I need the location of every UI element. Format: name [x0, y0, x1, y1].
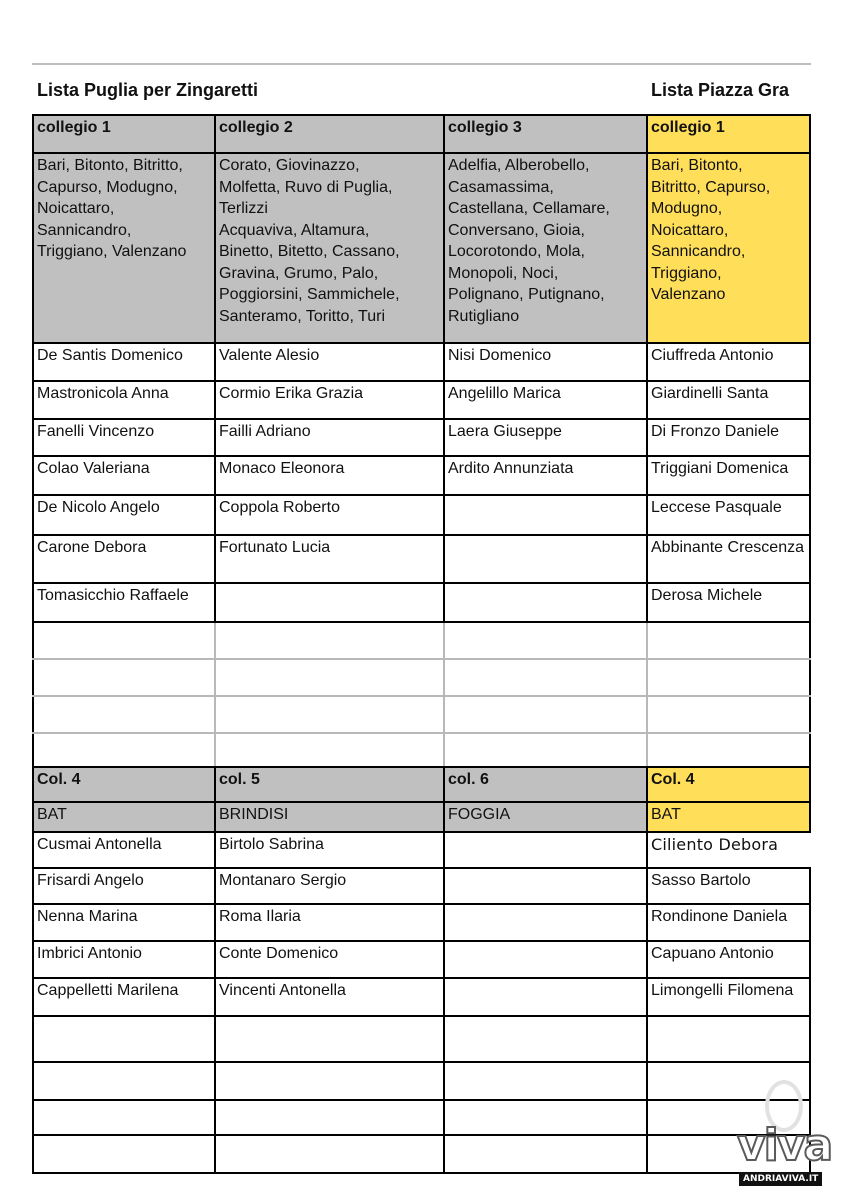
areas-collegio-2 — [215, 153, 444, 343]
area-line: Noicattaro, — [37, 200, 115, 217]
empty-cell — [33, 1135, 215, 1173]
empty-row — [33, 1100, 810, 1135]
areas-collegio-1-right — [647, 153, 810, 343]
area-line: Triggiano, — [651, 264, 722, 282]
table-row — [33, 941, 810, 978]
candidate-cell: Monaco Eleonora — [215, 456, 444, 495]
empty-cell — [33, 733, 215, 770]
table-header-row — [33, 767, 810, 802]
table-header-row — [33, 115, 810, 153]
candidate-cell: Tomasicchio Raffaele — [33, 583, 215, 622]
empty-cell — [444, 659, 647, 696]
candidate-cell: Leccese Pasquale — [647, 495, 810, 535]
area-line: Sannicandro, — [37, 221, 132, 239]
area-line: Terlizzi — [219, 200, 268, 217]
table-row — [33, 343, 810, 381]
area-bat-right: BAT — [647, 802, 810, 832]
empty-cell — [647, 1016, 810, 1062]
candidate-cell: Fortunato Lucia — [215, 535, 444, 583]
areas-collegio-3 — [444, 153, 647, 343]
area-line: Noicattaro, — [651, 221, 729, 239]
area-line: Adelfia, Alberobello, — [448, 157, 590, 174]
candidate-cell: De Santis Domenico — [33, 343, 215, 381]
area-line: Acquaviva, Altamura, — [219, 221, 370, 239]
table-row — [33, 419, 810, 456]
area-line: Polignano, Putignano, — [448, 286, 605, 303]
empty-cell — [647, 696, 810, 733]
area-line: Casamassima, — [448, 178, 554, 196]
candidate-cell: Montanaro Sergio — [215, 868, 444, 904]
candidate-cell: De Nicolo Angelo — [33, 495, 215, 535]
area-line: Gravina, Grumo, Palo, — [219, 264, 379, 282]
table-row — [33, 583, 810, 622]
area-line: Santeramo, Toritto, Turi — [219, 307, 385, 325]
logo-wordmark: viva — [737, 1120, 832, 1171]
empty-row — [33, 733, 810, 770]
candidate-cell: Giardinelli Santa — [647, 381, 810, 419]
candidate-cell: Birtolo Sabrina — [215, 832, 444, 868]
candidate-cell: Failli Adriano — [215, 419, 444, 456]
andriaviva-watermark-logo — [735, 1080, 837, 1190]
empty-cell — [215, 1135, 444, 1173]
area-line: Molfetta, Ruvo di Puglia, — [219, 178, 393, 196]
empty-cell — [33, 1016, 215, 1062]
area-line: Modugno, — [651, 200, 723, 217]
table-row — [33, 495, 810, 535]
candidate-cell: Cappelletti Marilena — [33, 978, 215, 1016]
candidate-cell — [444, 941, 647, 978]
candidate-cell: Laera Giuseppe — [444, 419, 647, 456]
area-line: Bari, Bitonto, — [651, 157, 743, 174]
candidate-cell: Ciuffreda Antonio — [647, 343, 810, 381]
empty-cell — [647, 622, 810, 659]
candidate-cell: Nisi Domenico — [444, 343, 647, 381]
candidate-cell — [444, 495, 647, 535]
candidate-cell: Colao Valeriana — [33, 456, 215, 495]
candidate-cell: Sasso Bartolo — [647, 868, 810, 904]
candidate-cell: Ardito Annunziata — [444, 456, 647, 495]
empty-row — [33, 622, 810, 659]
header-collegio-1-right: collegio 1 — [647, 115, 810, 153]
area-line: Corato, Giovinazzo, — [219, 157, 360, 174]
candidate-cell — [444, 832, 647, 868]
empty-row — [33, 1016, 810, 1062]
candidate-cell: Valente Alesio — [215, 343, 444, 381]
candidate-cell: Rondinone Daniela — [647, 904, 810, 941]
candidate-cell: Mastronicola Anna — [33, 381, 215, 419]
header-collegio-2: collegio 2 — [215, 115, 444, 153]
table-row — [33, 381, 810, 419]
empty-cell — [33, 696, 215, 733]
areas-collegio-1 — [33, 153, 215, 343]
candidate-cell: Fanelli Vincenzo — [33, 419, 215, 456]
candidate-cell — [444, 868, 647, 904]
empty-row — [33, 1135, 810, 1173]
candidate-cell: Angelillo Marica — [444, 381, 647, 419]
candidate-cell: Cormio Erika Grazia — [215, 381, 444, 419]
candidate-cell: Derosa Michele — [647, 583, 810, 622]
empty-cell — [33, 1100, 215, 1135]
header-col-6: col. 6 — [444, 767, 647, 802]
header-collegio-3: collegio 3 — [444, 115, 647, 153]
top-rule — [32, 63, 811, 65]
area-line: Poggiorsini, Sammichele, — [219, 286, 400, 303]
candidate-cell: Cusmai Antonella — [33, 832, 215, 868]
area-line: Rutigliano — [448, 307, 520, 325]
area-line: Locorotondo, Mola, — [448, 243, 585, 260]
candidate-cell: Frisardi Angelo — [33, 868, 215, 904]
header-col-4-right: Col. 4 — [647, 767, 810, 802]
empty-row — [33, 1062, 810, 1100]
header-col-4: Col. 4 — [33, 767, 215, 802]
area-line: Binetto, Bitetto, Cassano, — [219, 243, 400, 260]
candidate-cell: Roma Ilaria — [215, 904, 444, 941]
table-row — [33, 832, 810, 868]
candidate-cell: Vincenti Antonella — [215, 978, 444, 1016]
table-row — [33, 535, 810, 583]
empty-cell — [215, 733, 444, 770]
empty-cell — [444, 1100, 647, 1135]
candidate-cell: Coppola Roberto — [215, 495, 444, 535]
candidate-cell — [444, 904, 647, 941]
empty-cell — [444, 696, 647, 733]
area-line: Monopoli, Noci, — [448, 264, 559, 282]
candidate-cell: Triggiani Domenica — [647, 456, 810, 495]
empty-cell — [215, 659, 444, 696]
list-title-piazza-grande: Lista Piazza Gra — [651, 80, 790, 100]
candidate-cell: Capuano Antonio — [647, 941, 810, 978]
candidate-cell — [444, 535, 647, 583]
area-line: Sannicandro, — [651, 243, 746, 260]
empty-cell — [215, 622, 444, 659]
empty-cell — [444, 622, 647, 659]
empty-cell — [215, 1016, 444, 1062]
empty-cell — [33, 622, 215, 659]
candidate-cell: Carone Debora — [33, 535, 215, 583]
candidates-table-collegi-4-6 — [32, 766, 811, 1174]
table-row — [33, 456, 810, 495]
empty-cell — [444, 733, 647, 770]
logo-url: ANDRIAVIVA.IT — [739, 1172, 822, 1186]
header-collegio-1: collegio 1 — [33, 115, 215, 153]
area-line: Valenzano — [651, 286, 726, 303]
empty-row — [33, 696, 810, 733]
candidates-table-collegi-1-3 — [32, 114, 811, 771]
table-row — [33, 868, 810, 904]
empty-cell — [33, 1062, 215, 1100]
empty-cell — [33, 659, 215, 696]
candidate-cell: Ciliento Debora — [647, 832, 810, 868]
area-line: Triggiano, Valenzano — [37, 243, 187, 260]
area-line: Bari, Bitonto, Bitritto, — [37, 157, 183, 174]
area-line: Bitritto, Capurso, — [651, 178, 771, 196]
area-line: Conversano, Gioia, — [448, 221, 585, 239]
empty-cell — [647, 659, 810, 696]
table-row — [33, 978, 810, 1016]
list-title-puglia-per-zingaretti: Lista Puglia per Zingaretti — [37, 80, 259, 100]
area-bat: BAT — [33, 802, 215, 832]
candidate-cell — [444, 583, 647, 622]
candidate-cell: Limongelli Filomena — [647, 978, 810, 1016]
empty-cell — [215, 1062, 444, 1100]
empty-cell — [444, 1135, 647, 1173]
empty-cell — [444, 1016, 647, 1062]
empty-cell — [215, 696, 444, 733]
table-row — [33, 904, 810, 941]
area-brindisi: BRINDISI — [215, 802, 444, 832]
empty-row — [33, 659, 810, 696]
candidate-cell — [215, 583, 444, 622]
empty-cell — [444, 1062, 647, 1100]
candidate-cell — [444, 978, 647, 1016]
candidate-cell: Imbrici Antonio — [33, 941, 215, 978]
candidate-cell: Di Fronzo Daniele — [647, 419, 810, 456]
empty-cell — [647, 733, 810, 770]
candidate-cell: Abbinante Crescenza — [647, 535, 810, 583]
empty-cell — [215, 1100, 444, 1135]
area-line: Capurso, Modugno, — [37, 178, 178, 196]
candidate-cell: Nenna Marina — [33, 904, 215, 941]
areas-row — [33, 153, 810, 343]
area-foggia: FOGGIA — [444, 802, 647, 832]
header-col-5: col. 5 — [215, 767, 444, 802]
areas-row — [33, 802, 810, 832]
candidate-cell: Conte Domenico — [215, 941, 444, 978]
area-line: Castellana, Cellamare, — [448, 200, 610, 217]
